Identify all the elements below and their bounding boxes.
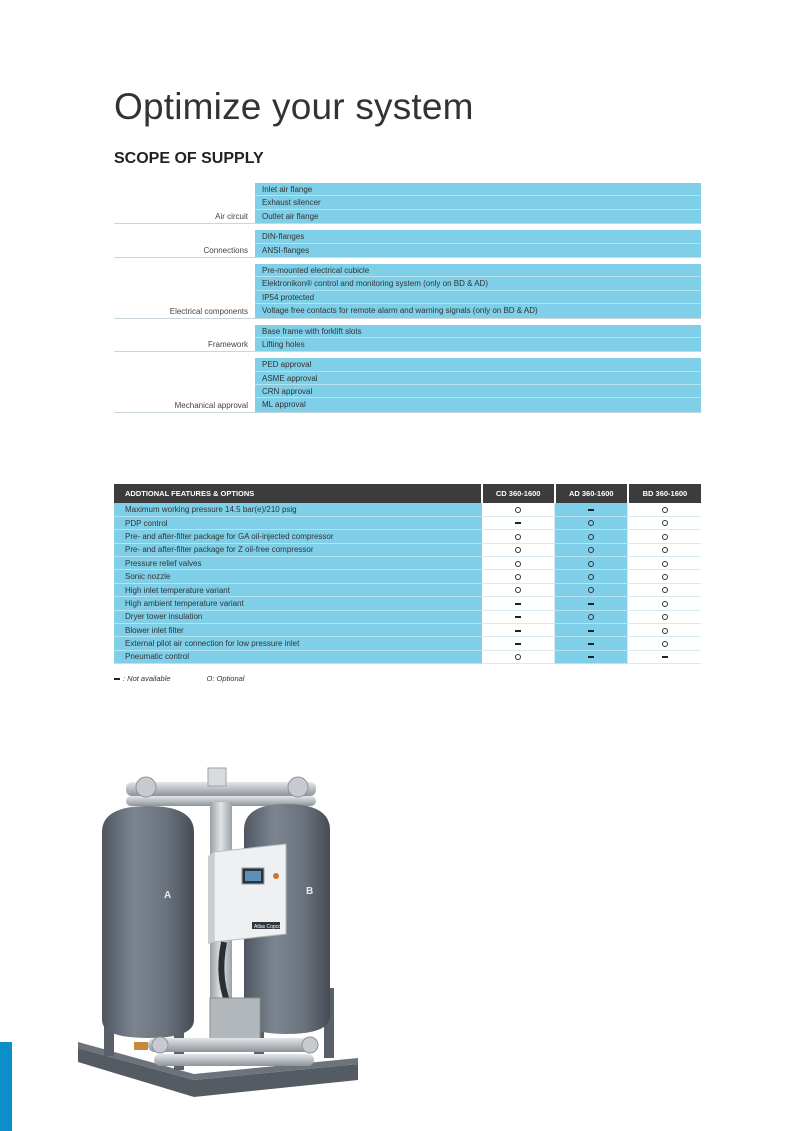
legend-not-available-label: : Not available	[123, 674, 171, 683]
features-header-row	[114, 484, 701, 503]
optional-circle-icon	[588, 574, 594, 580]
feature-availability-cell	[628, 597, 701, 610]
feature-availability-cell	[628, 583, 701, 596]
feature-name: Pre- and after-filter package for GA oil-injected compressor	[114, 530, 482, 543]
feature-availability-cell	[555, 557, 628, 570]
optional-circle-icon	[588, 561, 594, 567]
dash-icon	[114, 678, 120, 680]
scope-group	[114, 183, 701, 224]
scope-item: IP54 protected	[255, 291, 701, 304]
feature-availability-cell	[555, 570, 628, 583]
feature-availability-cell	[628, 610, 701, 623]
feature-availability-cell	[482, 637, 555, 650]
optional-circle-icon	[515, 507, 521, 513]
feature-name: Sonic nozzle	[114, 570, 482, 583]
feature-availability-cell	[555, 583, 628, 596]
svg-text:Atlas Copco: Atlas Copco	[254, 924, 281, 930]
optional-circle-icon	[515, 587, 521, 593]
scope-group	[114, 358, 701, 413]
optional-circle-icon	[515, 547, 521, 553]
scope-item: Elektronikon® control and monitoring system (only on BD & AD)	[255, 277, 701, 290]
feature-availability-cell	[482, 570, 555, 583]
not-available-dash-icon	[662, 656, 668, 658]
scope-item: ASME approval	[255, 372, 701, 385]
table-row	[114, 637, 701, 650]
not-available-dash-icon	[515, 630, 521, 632]
feature-name: High inlet temperature variant	[114, 583, 482, 596]
feature-availability-cell	[482, 610, 555, 623]
scope-group-items	[255, 230, 701, 257]
feature-name: Dryer tower insulation	[114, 610, 482, 623]
table-row	[114, 610, 701, 623]
scope-group	[114, 230, 701, 258]
scope-group-items	[255, 183, 701, 223]
feature-availability-cell	[628, 516, 701, 529]
feature-name: Maximum working pressure 14.5 bar(e)/210 psig	[114, 503, 482, 516]
not-available-dash-icon	[588, 630, 594, 632]
feature-name: High ambient temperature variant	[114, 597, 482, 610]
feature-availability-cell	[555, 624, 628, 637]
optional-circle-icon	[662, 534, 668, 540]
scope-group-label: Air circuit	[215, 212, 248, 222]
optional-circle-icon	[588, 534, 594, 540]
feature-name: External pilot air connection for low pressure inlet	[114, 637, 482, 650]
scope-item: Voltage free contacts for remote alarm and warning signals (only on BD & AD)	[255, 304, 701, 317]
column-header-bd: BD 360-1600	[628, 484, 701, 503]
feature-availability-cell	[555, 650, 628, 663]
not-available-dash-icon	[588, 643, 594, 645]
feature-availability-cell	[482, 543, 555, 556]
table-row	[114, 570, 701, 583]
scope-item: Inlet air flange	[255, 183, 701, 196]
column-header-cd: CD 360-1600	[482, 484, 555, 503]
features-options-table	[114, 484, 701, 664]
optional-circle-icon	[662, 601, 668, 607]
scope-item: Lifting holes	[255, 338, 701, 351]
optional-circle-icon	[662, 628, 668, 634]
feature-name: Pre- and after-filter package for Z oil-free compressor	[114, 543, 482, 556]
table-row	[114, 530, 701, 543]
not-available-dash-icon	[515, 643, 521, 645]
not-available-dash-icon	[515, 603, 521, 605]
scope-group-label: Mechanical approval	[174, 400, 248, 410]
feature-availability-cell	[628, 557, 701, 570]
column-header-ad: AD 360-1600	[555, 484, 628, 503]
scope-item: Exhaust silencer	[255, 196, 701, 209]
scope-group	[114, 264, 701, 319]
feature-name: Pneumatic control	[114, 650, 482, 663]
scope-group-label: Electrical components	[169, 306, 248, 316]
features-header: ADDTIONAL FEATURES & OPTIONS	[114, 484, 482, 503]
vessel-a-label: A	[164, 890, 172, 901]
page-title: Optimize your system	[114, 86, 474, 127]
feature-availability-cell	[555, 516, 628, 529]
legend-not-available	[114, 674, 171, 683]
optional-circle-icon	[515, 574, 521, 580]
feature-availability-cell	[482, 530, 555, 543]
optional-circle-icon	[588, 520, 594, 526]
scope-group-items	[255, 264, 701, 318]
table-row	[114, 650, 701, 663]
legend	[114, 674, 244, 683]
feature-availability-cell	[482, 650, 555, 663]
feature-availability-cell	[628, 543, 701, 556]
optional-circle-icon	[662, 547, 668, 553]
feature-name: Pressure relief valves	[114, 557, 482, 570]
feature-availability-cell	[555, 610, 628, 623]
not-available-dash-icon	[515, 522, 521, 524]
table-row	[114, 583, 701, 596]
table-row	[114, 543, 701, 556]
optional-circle-icon	[662, 614, 668, 620]
feature-availability-cell	[555, 543, 628, 556]
optional-circle-icon	[662, 520, 668, 526]
optional-circle-icon	[588, 547, 594, 553]
feature-availability-cell	[482, 516, 555, 529]
feature-availability-cell	[482, 503, 555, 516]
legend-optional	[207, 674, 245, 683]
feature-availability-cell	[628, 637, 701, 650]
table-row	[114, 597, 701, 610]
feature-availability-cell	[555, 637, 628, 650]
optional-circle-icon	[662, 587, 668, 593]
legend-optional-label: O: Optional	[206, 674, 245, 683]
optional-circle-icon	[662, 507, 668, 513]
optional-circle-icon	[515, 654, 521, 660]
feature-availability-cell	[628, 650, 701, 663]
table-row	[114, 557, 701, 570]
optional-circle-icon	[662, 574, 668, 580]
feature-availability-cell	[555, 597, 628, 610]
feature-availability-cell	[555, 530, 628, 543]
scope-item: Outlet air flange	[255, 210, 701, 223]
optional-circle-icon	[515, 561, 521, 567]
feature-availability-cell	[628, 570, 701, 583]
scope-group-label: Connections	[203, 245, 248, 255]
feature-availability-cell	[482, 597, 555, 610]
scope-group-label: Framework	[207, 340, 248, 350]
feature-availability-cell	[628, 503, 701, 516]
feature-availability-cell	[482, 583, 555, 596]
scope-item: DIN-flanges	[255, 230, 701, 243]
feature-availability-cell	[482, 624, 555, 637]
optional-circle-icon	[588, 587, 594, 593]
feature-name: Blower inlet filter	[114, 624, 482, 637]
vessel-b-label: B	[306, 886, 314, 897]
feature-availability-cell	[555, 503, 628, 516]
scope-group-items	[255, 358, 701, 412]
scope-item: Pre-mounted electrical cubicle	[255, 264, 701, 277]
scope-group-items	[255, 325, 701, 352]
feature-availability-cell	[628, 530, 701, 543]
not-available-dash-icon	[588, 656, 594, 658]
optional-circle-icon	[515, 534, 521, 540]
section-title: SCOPE OF SUPPLY	[114, 150, 264, 167]
optional-circle-icon	[662, 641, 668, 647]
scope-item: CRN approval	[255, 385, 701, 398]
accent-bar	[0, 1042, 12, 1131]
vessel-a	[102, 806, 194, 1038]
scope-item: ML approval	[255, 398, 701, 411]
scope-item: Base frame with forklift slots	[255, 325, 701, 338]
scope-of-supply-table	[114, 183, 701, 419]
not-available-dash-icon	[588, 509, 594, 511]
scope-group	[114, 325, 701, 353]
feature-name: PDP control	[114, 516, 482, 529]
not-available-dash-icon	[588, 603, 594, 605]
table-row	[114, 516, 701, 529]
scope-item: PED approval	[255, 358, 701, 371]
optional-circle-icon	[588, 614, 594, 620]
dryer-product-image	[74, 762, 364, 1102]
not-available-dash-icon	[515, 616, 521, 618]
table-row	[114, 624, 701, 637]
table-row	[114, 503, 701, 516]
optional-circle-icon	[662, 561, 668, 567]
feature-availability-cell	[628, 624, 701, 637]
scope-item: ANSI-flanges	[255, 244, 701, 257]
feature-availability-cell	[482, 557, 555, 570]
